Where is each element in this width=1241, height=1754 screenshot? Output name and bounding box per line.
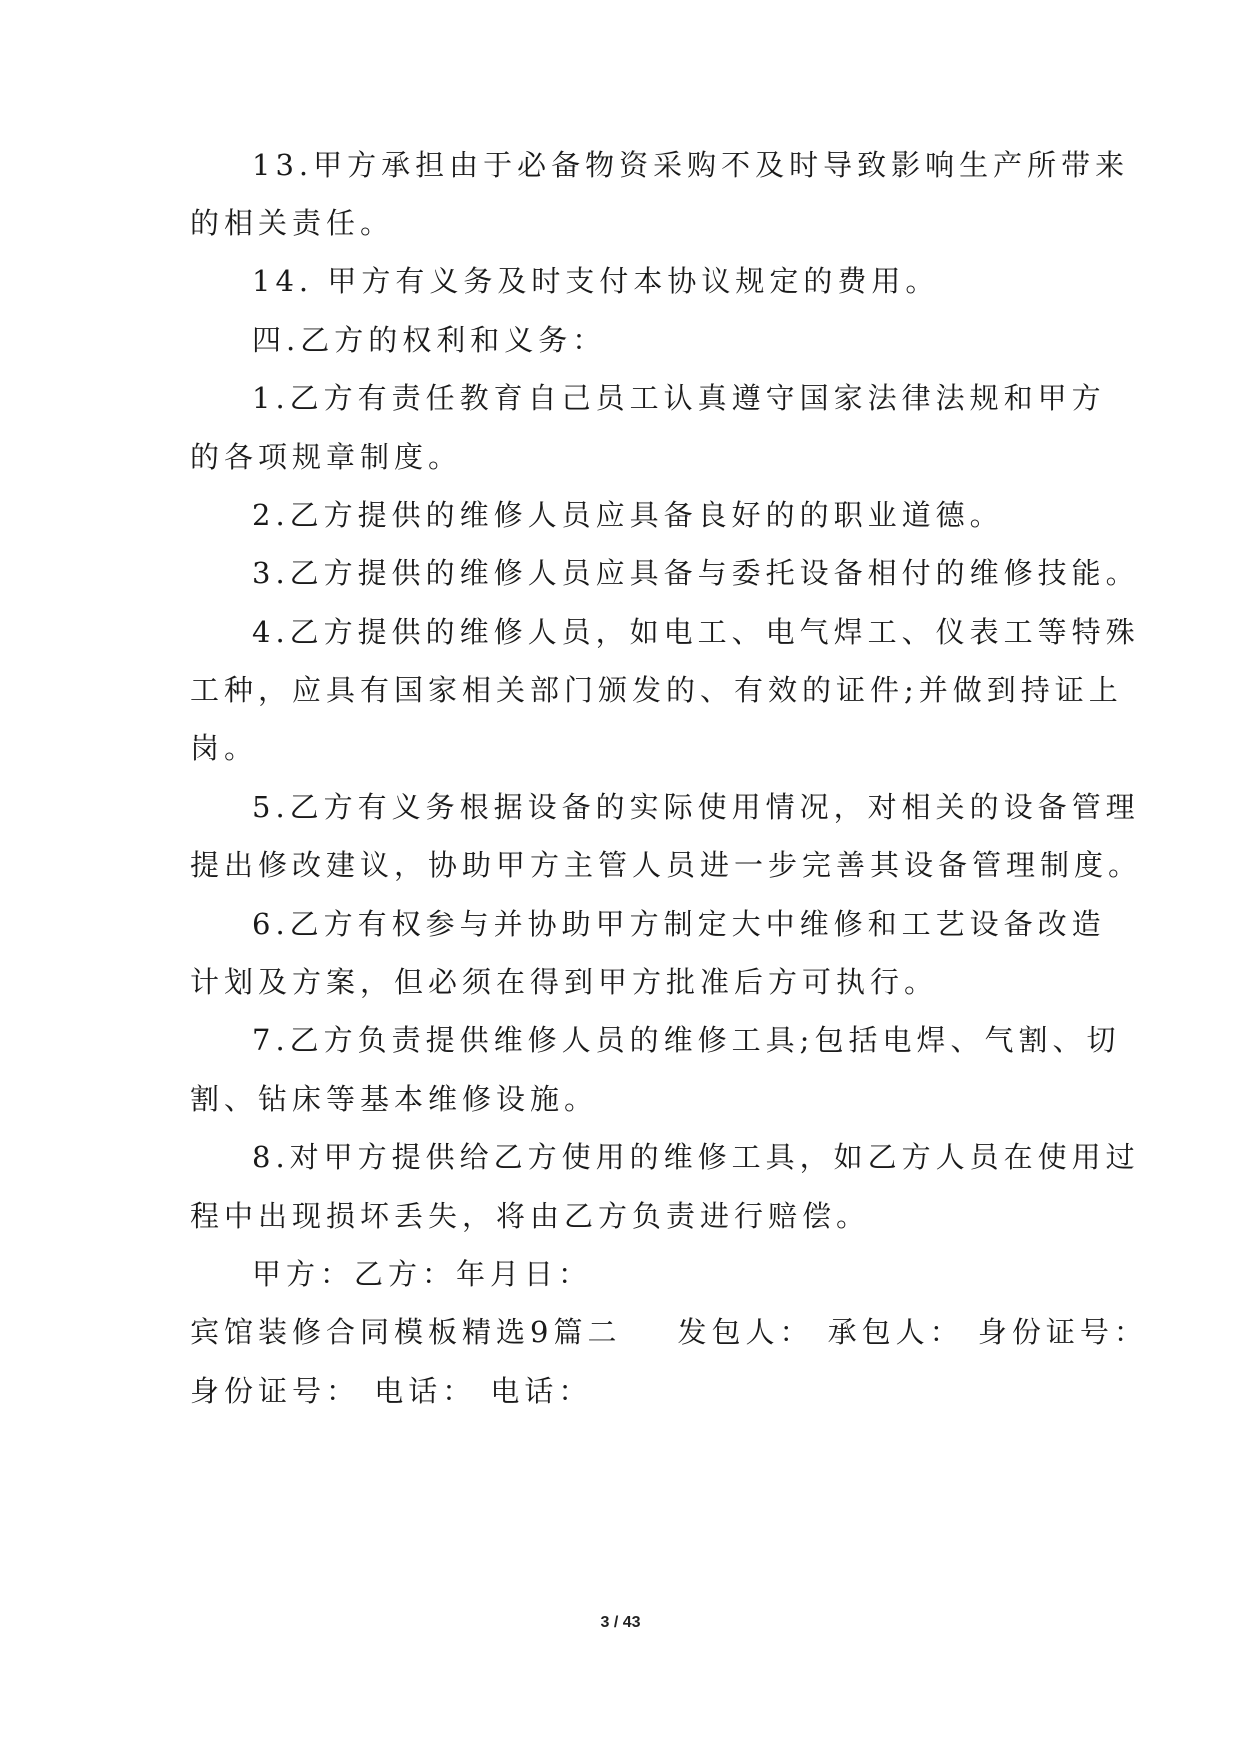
signature-line: 甲方：乙方：年月日：: [252, 1257, 593, 1291]
contract-title: 宾馆装修合同模板精选9篇二: [190, 1315, 622, 1349]
paragraph-line: 4.乙方提供的维修人员，如电工、电气焊工、仪表工等特殊: [252, 615, 1140, 649]
paragraph-line: 岗。: [190, 731, 259, 765]
paragraph-line: 8.对甲方提供给乙方使用的维修工具，如乙方人员在使用过: [252, 1140, 1140, 1174]
paragraph-line: 程中出现损坏丢失，将由乙方负责进行赔偿。: [190, 1199, 871, 1233]
paragraph-line: 的各项规章制度。: [190, 440, 463, 474]
paragraph-line: 13.甲方承担由于必备物资采购不及时导致影响生产所带来: [252, 148, 1130, 182]
paragraph-line: 6.乙方有权参与并协助甲方制定大中维修和工艺设备改造: [252, 907, 1106, 941]
section-heading: 四.乙方的权利和义务：: [252, 323, 607, 357]
paragraph-line: 计划及方案，但必须在得到甲方批准后方可执行。: [190, 965, 939, 999]
paragraph-line: 14. 甲方有义务及时支付本协议规定的费用。: [252, 264, 940, 298]
paragraph-line: 7.乙方负责提供维修人员的维修工具;包括电焊、气割、切: [252, 1023, 1121, 1057]
contract-header-line: [190, 1312, 1148, 1352]
paragraph-line: 1.乙方有责任教育自己员工认真遵守国家法律法规和甲方: [252, 381, 1106, 415]
paragraph-line: 2.乙方提供的维修人员应具备良好的的职业道德。: [252, 498, 1004, 532]
contact-line: 身份证号： 电话： 电话：: [190, 1374, 593, 1408]
paragraph-line: 提出修改建议，协助甲方主管人员进一步完善其设备管理制度。: [190, 848, 1143, 882]
paragraph-line: 5.乙方有义务根据设备的实际使用情况，对相关的设备管理: [252, 790, 1140, 824]
paragraph-line: 割、钻床等基本维修设施。: [190, 1082, 599, 1116]
paragraph-line: 3.乙方提供的维修人员应具备与委托设备相付的维修技能。: [252, 556, 1140, 590]
party-labels: 发包人： 承包人： 身份证号：: [677, 1315, 1148, 1349]
paragraph-line: 工种，应具有国家相关部门颁发的、有效的证件;并做到持证上: [190, 673, 1123, 707]
paragraph-line: 的相关责任。: [190, 206, 395, 240]
page-number: 3 / 43: [600, 1614, 641, 1631]
